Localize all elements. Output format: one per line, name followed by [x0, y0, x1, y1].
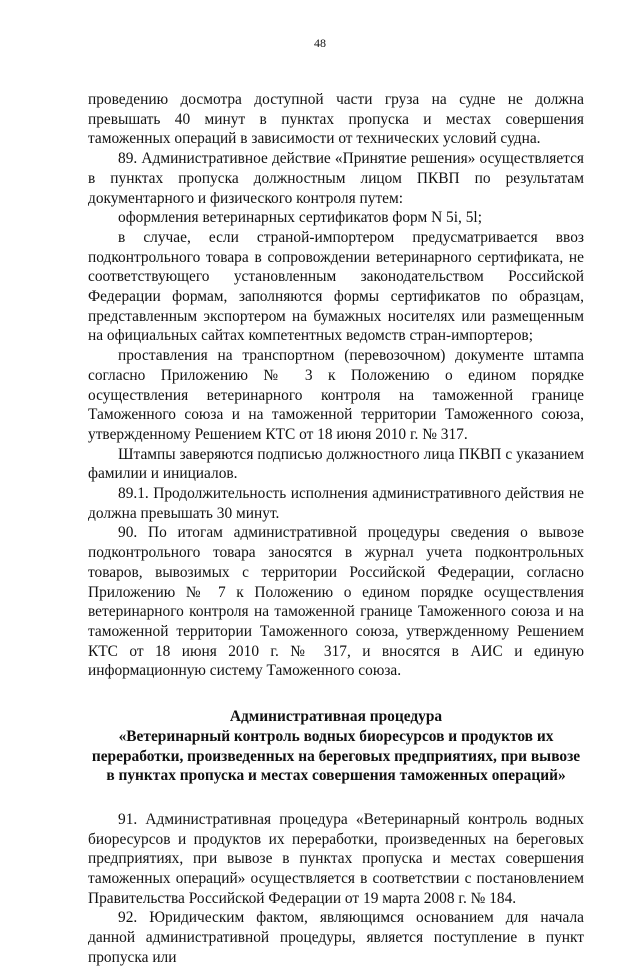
paragraph: 90. По итогам административной процедуры сведения о вывозе подконтрольного товара заносятся в журнал учета подконтрольных товаров, вывозимых с территории Российской Федерации, согласно Приложению № 7 к Положению о едином порядке осуществления ветеринарного контроля на таможенной границе Таможенного союза и на таможенной территории Таможенного союза, утвержденному Решением КТС от 18 июня 2010 г. № 317, и вносятся в АИС и единую информационную систему Таможенного союза. [88, 524, 584, 680]
heading-subtitle: «Ветеринарный контроль водных биоресурсов и продуктов их переработки, произведенных на береговых предприятиях, при вывозе в пунктах пропуска и местах совершения таможенных операций» [91, 727, 581, 785]
paragraph: 91. Административная процедура «Ветеринарный контроль водных биоресурсов и продуктов их переработки, произведенных на береговых предприятиях, при вывозе в пунктах пропуска и местах совершения таможенных операций» осуществляется в соответствии с постановлением Правительства Российской Федерации от 19 марта 2008 г. № 184. [88, 810, 584, 907]
paragraph: оформления ветеринарных сертификатов форм N 5i, 5l; [118, 209, 482, 227]
paragraph: проставления на транспортном (перевозочном) документе штампа согласно Приложению № 3 к Положению о едином порядке осуществления ветеринарного контроля на таможенной границе Таможенного союза и на таможенной территории Таможенного союза, утвержденному Решением КТС от 18 июня 2010 г. № 317. [88, 347, 584, 443]
paragraph: 92. Юридическим фактом, являющимся основанием для начала данной административной процедуры, является поступление в пункт пропуска или [88, 909, 584, 966]
paragraph: 89.1. Продолжительность исполнения административного действия не должна превышать 30 минут. [88, 485, 584, 522]
section-heading [88, 707, 584, 786]
section-after [88, 810, 584, 968]
document-body [88, 90, 584, 968]
section-before [88, 90, 584, 681]
paragraph: в случае, если страной-импортером предусматривается ввоз подконтрольного товара в сопровождении ветеринарного сертификата, не соответствующего установленным законодательством Российской Федерации формам, заполняются формы сертификатов по образцам, представленным экспортером на бумажных носителях или размещенным на официальных сайтах компетентных ведомств стран-импортеров; [88, 228, 584, 345]
paragraph: 89. Административное действие «Принятие решения» осуществляется в пунктах пропуска должностным лицом ПКВП по результатам документарного и физического контроля путем: [88, 150, 584, 207]
paragraph: Штампы заверяются подписью должностного лица ПКВП с указанием фамилии и инициалов. [88, 445, 584, 483]
paragraph: проведению досмотра доступной части груза на судне не должна превышать 40 минут в пунктах пропуска и местах совершения таможенных операций в зависимости от технических условий судна. [88, 91, 584, 148]
heading-title: Административная процедура [229, 708, 443, 726]
page-number: 48 [314, 36, 326, 50]
